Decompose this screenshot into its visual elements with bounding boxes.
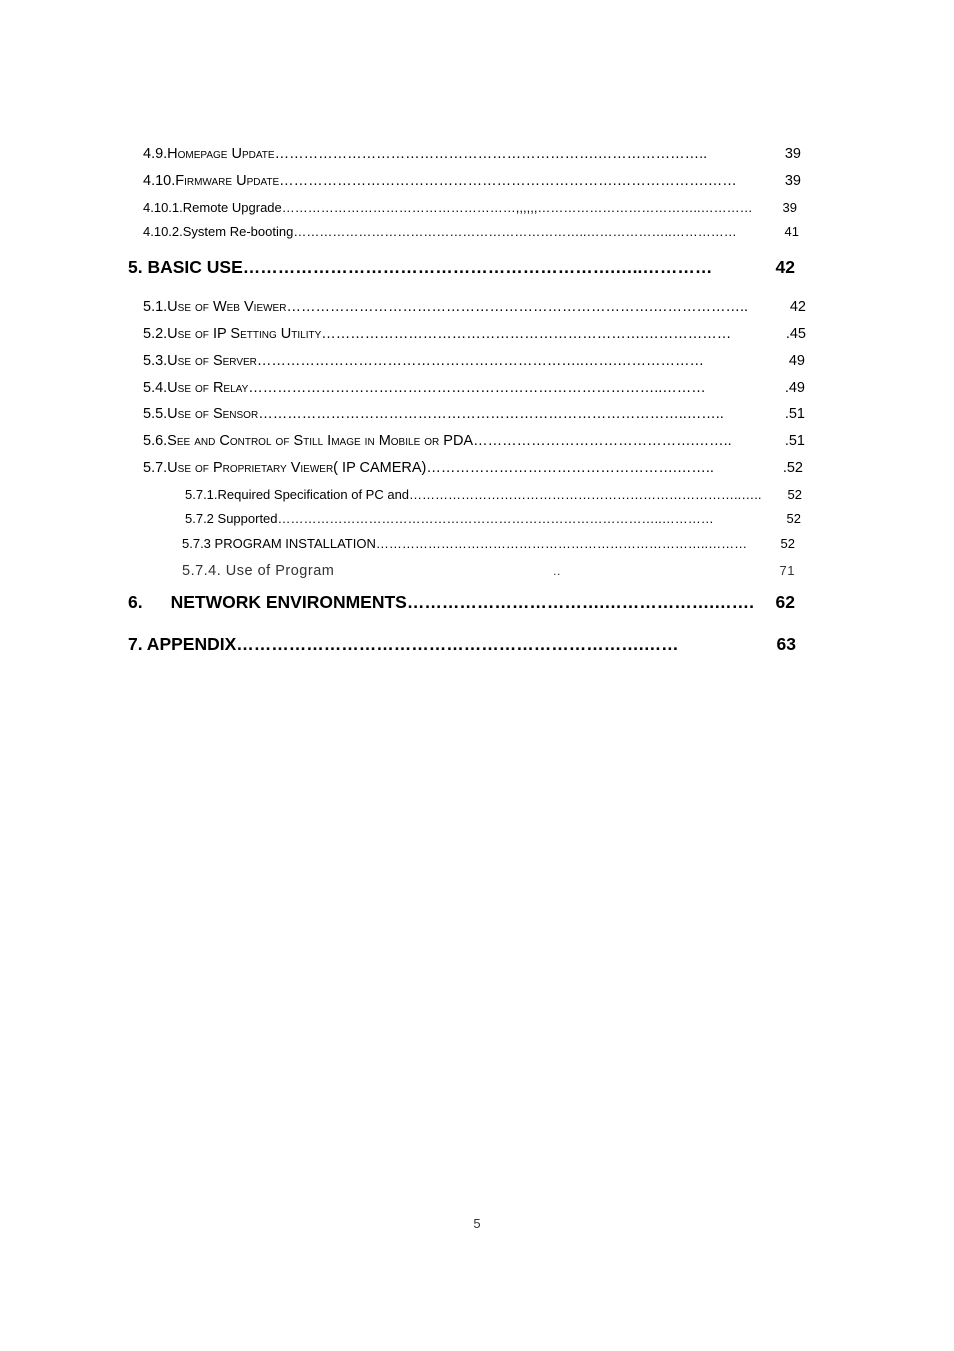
toc-entry-4-10[interactable]	[143, 173, 801, 189]
toc-chapter-number: 6.	[128, 592, 143, 612]
toc-page-number: 49	[788, 353, 805, 369]
toc-page-number: 52	[780, 536, 795, 551]
toc-entry-5-7-1[interactable]	[185, 487, 802, 502]
toc-entry-label: 5.5.Use of Sensor	[143, 406, 259, 422]
toc-entry-5-2[interactable]	[143, 326, 806, 342]
toc-entry-label: 5.1.Use of Web Viewer	[143, 299, 287, 315]
toc-dot-leader: …………………………………………………………………………..………	[248, 380, 706, 396]
toc-dot-leader: ………………………………………………………………….………………..	[286, 299, 749, 315]
toc-entry-label: 5.7.1.Required Specification of PC and	[185, 487, 410, 502]
toc-entry-label: 5.7.Use of Proprietary Viewer( IP CAMERA)	[143, 460, 427, 476]
toc-chapter-6[interactable]	[128, 592, 795, 613]
toc-entry-5-3[interactable]	[143, 353, 805, 369]
toc-dot-leader: …………………………………………….……..	[426, 460, 714, 476]
toc-page-number: 42	[789, 299, 806, 315]
toc-entry-5-5[interactable]	[143, 406, 805, 422]
toc-dot-leader: …………………………….……………….…….	[406, 592, 754, 612]
toc-entry-label: 5.7.3 PROGRAM INSTALLATION	[182, 536, 376, 551]
toc-dot-leader: ……………………………………….……..	[473, 433, 732, 449]
toc-dot-leader: …………………………………………………………..…….………………	[256, 353, 704, 369]
toc-entry-label: 4.10.Firmware Update	[143, 173, 280, 189]
toc-page-number: 39	[782, 200, 797, 215]
toc-entry-5-7-2[interactable]	[185, 511, 801, 526]
toc-dot-leader: …………………………………………………………….……	[236, 634, 679, 654]
toc-entry-label: 4.9.Homepage Update	[143, 146, 275, 162]
toc-page-number: .51	[784, 406, 805, 422]
toc-entry-label: 4.10.2.System Re-booting	[143, 224, 294, 239]
toc-entry-label: 5.7.4. Use of Program	[182, 563, 335, 579]
toc-chapter-label: 5. BASIC USE	[128, 257, 243, 277]
toc-dot-leader: ……………………………………………………………………………..…………	[277, 511, 714, 526]
toc-chapter-label: 7. APPENDIX	[128, 634, 237, 654]
toc-page-number: 62	[775, 592, 795, 612]
toc-entry-5-1[interactable]	[143, 299, 806, 315]
toc-page-number: 71	[779, 563, 795, 578]
toc-page-number: 52	[787, 487, 802, 502]
toc-entry-4-10-2[interactable]	[143, 224, 799, 239]
toc-page-number: 42	[775, 257, 795, 277]
toc-entry-5-7[interactable]	[143, 460, 803, 476]
toc-entry-label: 5.7.2 Supported	[185, 511, 278, 526]
toc-page-number: 41	[784, 224, 799, 239]
page-number: 5	[473, 1216, 481, 1231]
toc-entry-label: 5.4.Use of Relay	[143, 380, 249, 396]
toc-dot-leader: ……………………………………………………….…..…………	[242, 257, 713, 277]
toc-dot-leader: …………………………………………………………..………………..……………	[293, 224, 737, 239]
toc-entry-5-4[interactable]	[143, 380, 805, 396]
toc-page-number: .52	[782, 460, 803, 476]
toc-entry-label: 5.2.Use of IP Setting Utility	[143, 326, 322, 342]
toc-entry-4-10-1[interactable]	[143, 200, 797, 215]
toc-dot-leader: ………………………………………………,,,,,,………………………………..…………	[281, 200, 753, 215]
toc-chapter-5[interactable]	[128, 257, 795, 278]
toc-entry-label: 4.10.1.Remote Upgrade	[143, 200, 282, 215]
toc-page-number: 39	[784, 146, 801, 162]
toc-dot-leader: ………………………………………………………….…………………..	[274, 146, 708, 162]
toc-dot-leader: …………………………………………………………………..…..	[409, 487, 762, 502]
toc-entry-label: 5.6.See and Control of Still Image in Mobile or PDA	[143, 433, 474, 449]
toc-page-number: .51	[784, 433, 805, 449]
toc-short-leader: ..	[553, 564, 561, 578]
toc-dot-leader: …………………………………………………………………..………	[375, 536, 748, 551]
toc-chapter-label: NETWORK ENVIRONMENTS	[170, 592, 407, 612]
toc-page-number: 63	[776, 634, 796, 654]
toc-dot-leader: …………………………………………………………….……………….……	[279, 173, 737, 189]
toc-dot-leader: ………………………………………………………….………………	[321, 326, 732, 342]
toc-entry-5-6[interactable]	[143, 433, 805, 449]
toc-page-number: 39	[784, 173, 801, 189]
toc-chapter-7[interactable]	[128, 634, 796, 655]
toc-page-number: .45	[785, 326, 806, 342]
toc-dot-leader: ……………………………………………………………………………..……..	[258, 406, 724, 422]
toc-entry-5-7-3[interactable]	[182, 536, 795, 551]
toc-entry-4-9[interactable]	[143, 146, 801, 162]
toc-page-number: 52	[786, 511, 801, 526]
toc-page-number: .49	[784, 380, 805, 396]
toc-entry-label: 5.3.Use of Server	[143, 353, 257, 369]
toc-entry-5-7-4[interactable]	[182, 563, 795, 579]
